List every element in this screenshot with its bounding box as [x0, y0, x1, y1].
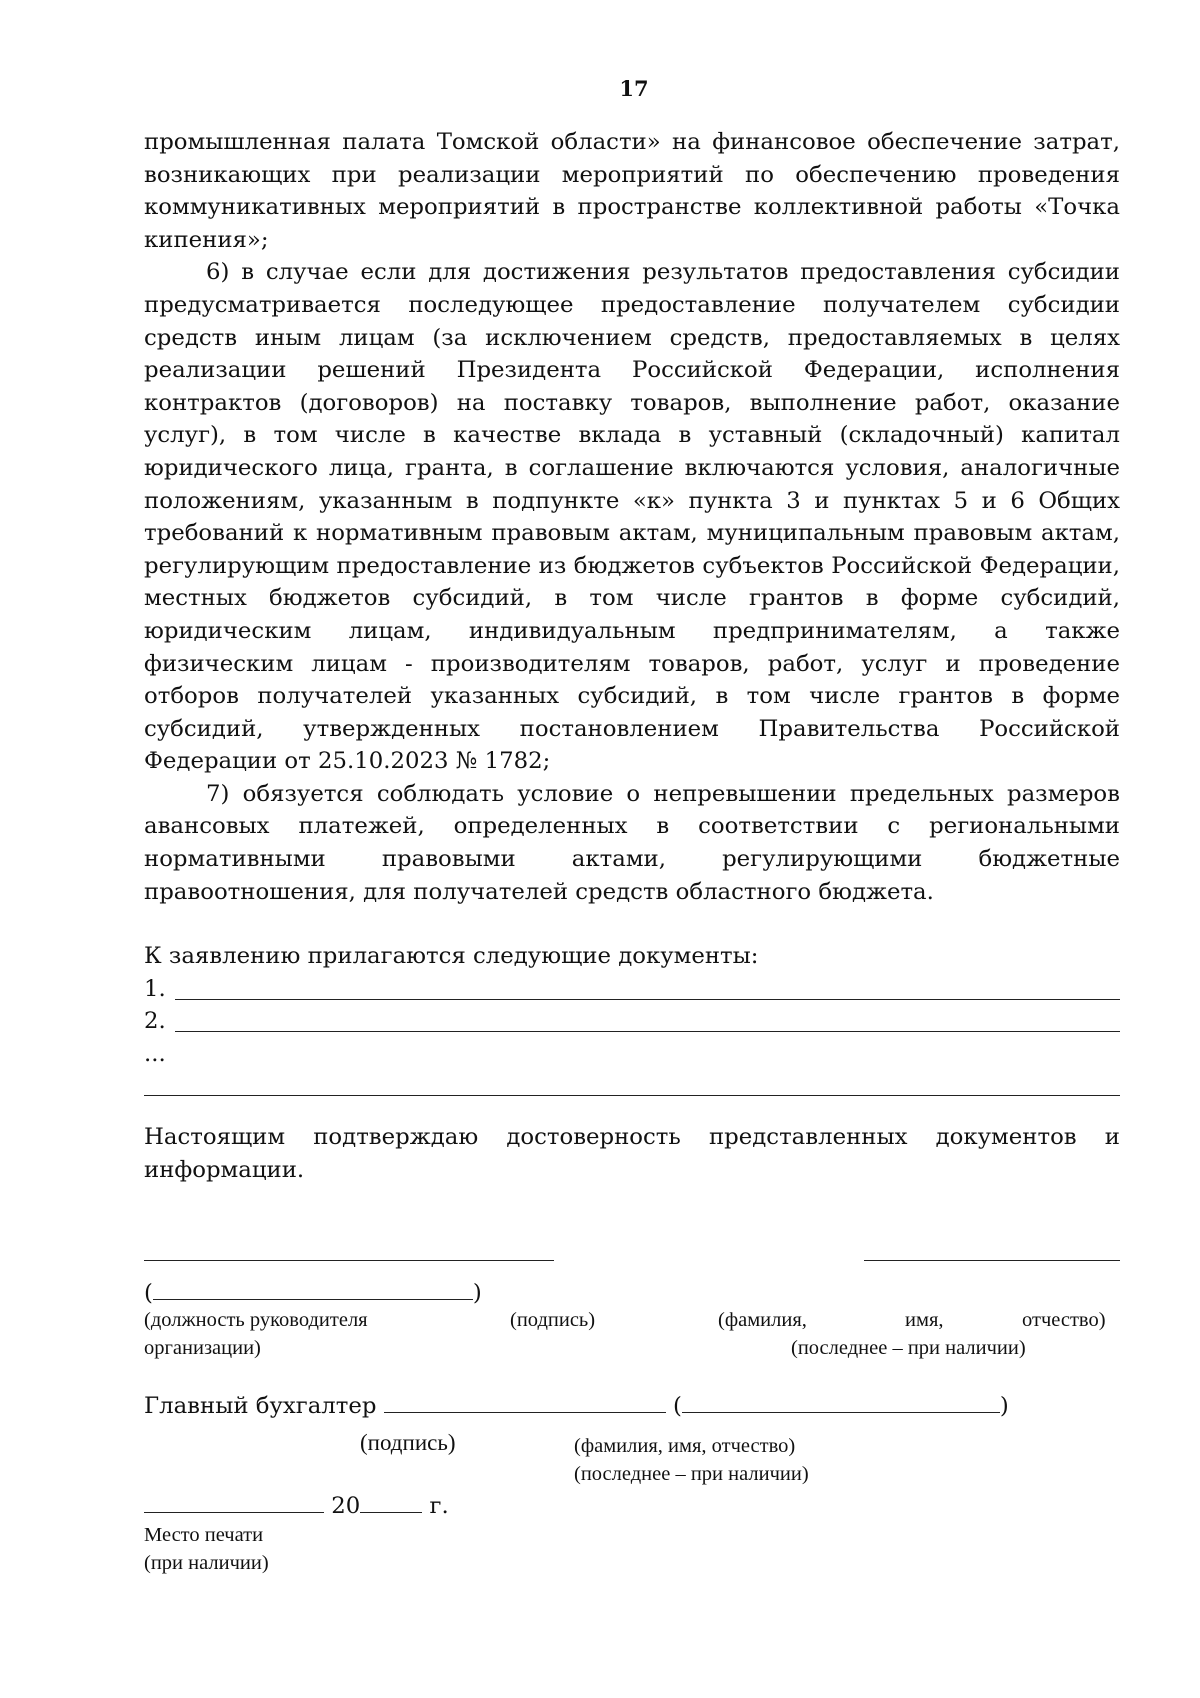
confirmation-paragraph: Настоящим подтверждаю достоверность представленных документов и информации. — [144, 1124, 1120, 1183]
year-prefix: 20 — [331, 1493, 361, 1519]
attachment-line-extra[interactable] — [144, 1071, 1120, 1104]
attachments-heading: К заявлению прилагаются следующие документы: — [144, 943, 759, 970]
attachment-line-2[interactable] — [144, 1005, 1120, 1038]
position-label-2: организации) — [144, 1337, 261, 1359]
page-number: 17 — [619, 76, 649, 101]
stamp-label-1: Место печати — [144, 1524, 264, 1546]
item-6-paragraph: 6) в случае если для достижения результатов предоставления субсидии предусматривается последующее предоставление получателем субсидии средств иным лицам (за исключением средств, предоставляемых в целях реализации решений Президента Российской Федерации, исполнения контрактов (договоров) на поставку товаров, выполнение работ, оказание услуг), в том числе в качестве вклада в уставный (складочный) капитал юридического лица, гранта, в соглашение включаются условия, аналогичные положениям, указанным в подпункте «к» пункта 3 и пунктах 5 и 6 Общих требований к нормативным правовым актам, муниципальным правовым актам, регулирующим предоставление из бюджетов субъектов Российской Федерации, местных бюджетов субсидий, в том числе грантов в форме субсидий, юридическим лицам, индивидуальным предпринимателям, а также физическим лицам - производителям товаров, работ, услуг и проведение отборов получателей указанных субсидий, в том числе грантов в форме субсидий, утвержденных постановлением Правительства Российской Федерации от 25.10.2023 № 1782; — [144, 259, 1120, 775]
signature-label: (подпись) — [510, 1309, 596, 1331]
accountant-name-label-1: (фамилия, имя, отчество) — [574, 1435, 796, 1457]
year-line[interactable] — [360, 1490, 422, 1513]
attachment-ellipsis-row — [144, 1038, 1120, 1071]
attachment-number: 2. — [144, 1008, 166, 1035]
attachment-blank-line — [175, 999, 1120, 1000]
name-label-name: имя, — [905, 1309, 944, 1331]
accountant-name-label-2: (последнее – при наличии) — [574, 1463, 809, 1485]
name-label-surname: (фамилия, — [718, 1309, 807, 1331]
accountant-row — [144, 1390, 1009, 1421]
accountant-signature-label: (подпись) — [360, 1430, 456, 1455]
accountant-signature-line[interactable] — [384, 1390, 666, 1413]
attachment-number: 1. — [144, 975, 166, 1002]
paren-open: ( — [144, 1280, 153, 1306]
position-label-1: (должность руководителя — [144, 1309, 368, 1331]
name-label-patronymic: отчество) — [1022, 1309, 1106, 1331]
date-row — [144, 1490, 449, 1521]
paren-open: ( — [673, 1393, 682, 1419]
name-label-note: (последнее – при наличии) — [791, 1337, 1026, 1359]
attachment-blank-line — [175, 1031, 1120, 1032]
accountant-label: Главный бухгалтер — [144, 1393, 377, 1419]
item-7-paragraph: 7) обязуется соблюдать условие о непревышении предельных размеров авансовых платежей, определенных в соответствии с региональными нормативными правовыми актами, регулирующими бюджетные правоотношения, для получателей средств областного бюджета. — [144, 780, 1120, 905]
year-suffix: г. — [429, 1493, 449, 1519]
position-parentheses[interactable] — [144, 1277, 482, 1308]
stamp-label-2: (при наличии) — [144, 1552, 269, 1574]
document-body — [144, 126, 1120, 1186]
date-day-month-line[interactable] — [144, 1490, 324, 1513]
position-blank — [153, 1277, 473, 1300]
paren-close: ) — [472, 1280, 482, 1306]
intro-paragraph: промышленная палата Томской области» на финансовое обеспечение затрат, возникающих при реализации мероприятий по обеспечению проведения коммуникативных мероприятий в пространстве коллективной работы «Точка кипения»; — [144, 129, 1120, 253]
paren-close: ) — [999, 1393, 1009, 1419]
accountant-name-line[interactable] — [682, 1390, 1000, 1413]
attachment-blank-line — [144, 1095, 1120, 1096]
position-signature-line[interactable] — [144, 1260, 554, 1261]
attachment-line-1[interactable] — [144, 973, 1120, 1006]
attachment-ellipsis: ... — [144, 1041, 166, 1068]
name-signature-line[interactable] — [864, 1260, 1120, 1261]
